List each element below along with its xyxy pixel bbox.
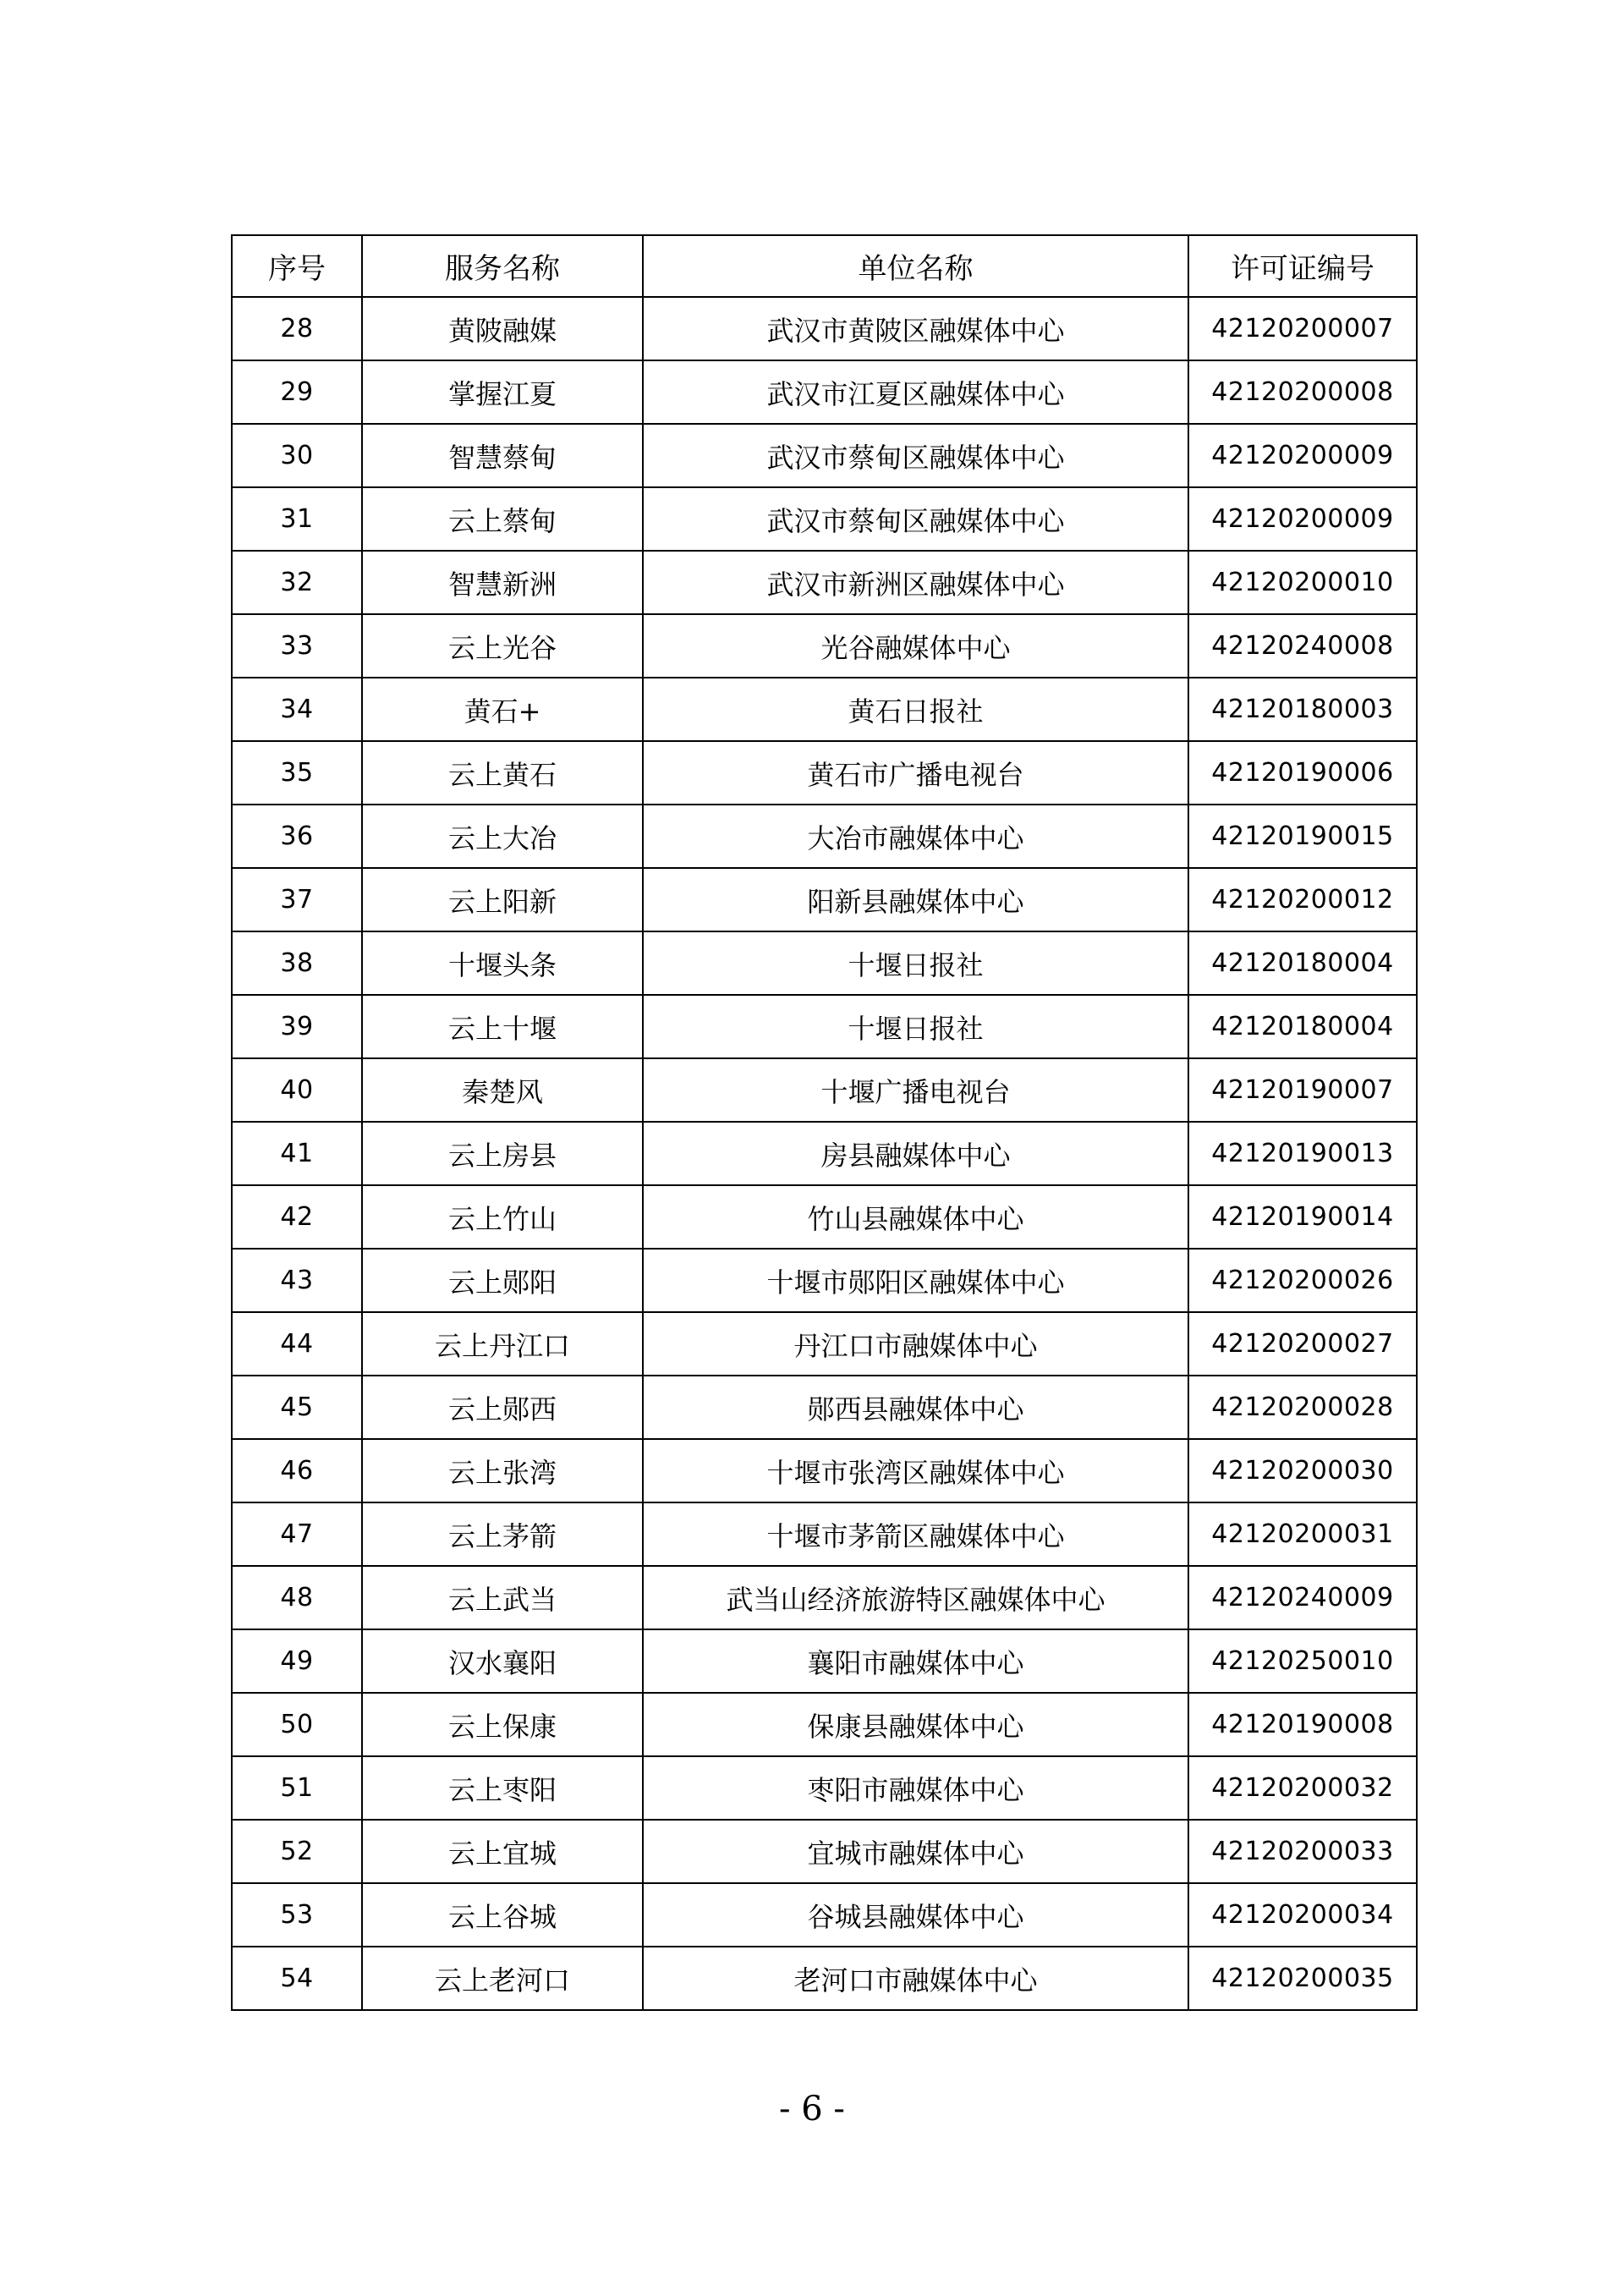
- table-row: [232, 297, 1417, 360]
- cell-organization-name: 武汉市江夏区融媒体中心: [643, 360, 1188, 424]
- cell-license-number: 42120200033: [1188, 1820, 1417, 1883]
- table-row: [232, 424, 1417, 487]
- table-row: [232, 487, 1417, 551]
- table-row: [232, 551, 1417, 614]
- cell-license-number: 42120180003: [1188, 678, 1417, 741]
- cell-organization-name: 宜城市融媒体中心: [643, 1820, 1188, 1883]
- cell-organization-name: 十堰市张湾区融媒体中心: [643, 1439, 1188, 1502]
- cell-license-number: 42120200009: [1188, 487, 1417, 551]
- cell-service-name: 云上老河口: [362, 1947, 643, 2010]
- table-row: [232, 1693, 1417, 1756]
- header-service-name: 服务名称: [362, 235, 643, 297]
- cell-organization-name: 十堰日报社: [643, 995, 1188, 1058]
- cell-organization-name: 武汉市蔡甸区融媒体中心: [643, 487, 1188, 551]
- table-row: [232, 931, 1417, 995]
- cell-service-name: 云上光谷: [362, 614, 643, 678]
- cell-serial-number: 54: [232, 1947, 362, 2010]
- cell-license-number: 42120200010: [1188, 551, 1417, 614]
- table-row: [232, 1629, 1417, 1693]
- cell-serial-number: 29: [232, 360, 362, 424]
- cell-serial-number: 51: [232, 1756, 362, 1820]
- table-header-row: [232, 235, 1417, 297]
- table-row: [232, 614, 1417, 678]
- cell-service-name: 云上谷城: [362, 1883, 643, 1947]
- cell-license-number: 42120180004: [1188, 995, 1417, 1058]
- header-organization-name: 单位名称: [643, 235, 1188, 297]
- cell-serial-number: 28: [232, 297, 362, 360]
- cell-license-number: 42120190006: [1188, 741, 1417, 805]
- cell-service-name: 黄陂融媒: [362, 297, 643, 360]
- page-number: - 6 -: [779, 2090, 845, 2128]
- cell-service-name: 掌握江夏: [362, 360, 643, 424]
- cell-service-name: 云上茅箭: [362, 1502, 643, 1566]
- cell-organization-name: 谷城县融媒体中心: [643, 1883, 1188, 1947]
- cell-service-name: 云上宜城: [362, 1820, 643, 1883]
- cell-organization-name: 十堰市郧阳区融媒体中心: [643, 1249, 1188, 1312]
- license-table-container: [231, 234, 1416, 2011]
- table-row: [232, 1820, 1417, 1883]
- cell-service-name: 云上丹江口: [362, 1312, 643, 1376]
- cell-organization-name: 老河口市融媒体中心: [643, 1947, 1188, 2010]
- cell-license-number: 42120190007: [1188, 1058, 1417, 1122]
- cell-organization-name: 武汉市蔡甸区融媒体中心: [643, 424, 1188, 487]
- cell-license-number: 42120190015: [1188, 805, 1417, 868]
- cell-service-name: 汉水襄阳: [362, 1629, 643, 1693]
- cell-serial-number: 33: [232, 614, 362, 678]
- cell-serial-number: 48: [232, 1566, 362, 1629]
- cell-organization-name: 襄阳市融媒体中心: [643, 1629, 1188, 1693]
- cell-serial-number: 45: [232, 1376, 362, 1439]
- cell-service-name: 智慧蔡甸: [362, 424, 643, 487]
- header-serial-number: 序号: [232, 235, 362, 297]
- cell-organization-name: 房县融媒体中心: [643, 1122, 1188, 1185]
- cell-serial-number: 42: [232, 1185, 362, 1249]
- cell-service-name: 云上黄石: [362, 741, 643, 805]
- cell-serial-number: 41: [232, 1122, 362, 1185]
- cell-serial-number: 50: [232, 1693, 362, 1756]
- table-row: [232, 741, 1417, 805]
- cell-license-number: 42120250010: [1188, 1629, 1417, 1693]
- cell-license-number: 42120180004: [1188, 931, 1417, 995]
- table-row: [232, 1502, 1417, 1566]
- cell-license-number: 42120200007: [1188, 297, 1417, 360]
- cell-serial-number: 35: [232, 741, 362, 805]
- cell-serial-number: 30: [232, 424, 362, 487]
- cell-license-number: 42120200012: [1188, 868, 1417, 931]
- cell-service-name: 云上郧西: [362, 1376, 643, 1439]
- cell-organization-name: 武当山经济旅游特区融媒体中心: [643, 1566, 1188, 1629]
- cell-organization-name: 光谷融媒体中心: [643, 614, 1188, 678]
- table-row: [232, 805, 1417, 868]
- cell-serial-number: 37: [232, 868, 362, 931]
- cell-organization-name: 武汉市黄陂区融媒体中心: [643, 297, 1188, 360]
- cell-license-number: 42120200028: [1188, 1376, 1417, 1439]
- cell-service-name: 云上枣阳: [362, 1756, 643, 1820]
- license-table: [231, 234, 1418, 2011]
- table-row: [232, 868, 1417, 931]
- cell-serial-number: 40: [232, 1058, 362, 1122]
- table-row: [232, 1883, 1417, 1947]
- cell-service-name: 云上蔡甸: [362, 487, 643, 551]
- table-row: [232, 1376, 1417, 1439]
- table-row: [232, 1566, 1417, 1629]
- cell-serial-number: 43: [232, 1249, 362, 1312]
- cell-service-name: 云上武当: [362, 1566, 643, 1629]
- cell-serial-number: 47: [232, 1502, 362, 1566]
- cell-organization-name: 郧西县融媒体中心: [643, 1376, 1188, 1439]
- table-row: [232, 1185, 1417, 1249]
- cell-service-name: 十堰头条: [362, 931, 643, 995]
- cell-license-number: 42120240009: [1188, 1566, 1417, 1629]
- cell-license-number: 42120190008: [1188, 1693, 1417, 1756]
- cell-organization-name: 枣阳市融媒体中心: [643, 1756, 1188, 1820]
- cell-service-name: 云上保康: [362, 1693, 643, 1756]
- cell-license-number: 42120200009: [1188, 424, 1417, 487]
- cell-service-name: 云上张湾: [362, 1439, 643, 1502]
- cell-serial-number: 34: [232, 678, 362, 741]
- cell-license-number: 42120200035: [1188, 1947, 1417, 2010]
- cell-license-number: 42120200027: [1188, 1312, 1417, 1376]
- cell-service-name: 云上十堰: [362, 995, 643, 1058]
- cell-license-number: 42120200026: [1188, 1249, 1417, 1312]
- cell-service-name: 云上郧阳: [362, 1249, 643, 1312]
- table-row: [232, 678, 1417, 741]
- cell-license-number: 42120200030: [1188, 1439, 1417, 1502]
- table-body: [232, 297, 1417, 2010]
- table-row: [232, 1439, 1417, 1502]
- cell-license-number: 42120200008: [1188, 360, 1417, 424]
- cell-organization-name: 竹山县融媒体中心: [643, 1185, 1188, 1249]
- cell-serial-number: 44: [232, 1312, 362, 1376]
- cell-license-number: 42120190013: [1188, 1122, 1417, 1185]
- cell-service-name: 云上房县: [362, 1122, 643, 1185]
- cell-organization-name: 阳新县融媒体中心: [643, 868, 1188, 931]
- cell-organization-name: 十堰日报社: [643, 931, 1188, 995]
- cell-serial-number: 52: [232, 1820, 362, 1883]
- table-row: [232, 360, 1417, 424]
- table-row: [232, 1058, 1417, 1122]
- table-row: [232, 1756, 1417, 1820]
- cell-organization-name: 十堰广播电视台: [643, 1058, 1188, 1122]
- cell-organization-name: 武汉市新洲区融媒体中心: [643, 551, 1188, 614]
- cell-license-number: 42120200034: [1188, 1883, 1417, 1947]
- cell-serial-number: 39: [232, 995, 362, 1058]
- cell-service-name: 黄石+: [362, 678, 643, 741]
- cell-serial-number: 46: [232, 1439, 362, 1502]
- cell-license-number: 42120240008: [1188, 614, 1417, 678]
- table-row: [232, 995, 1417, 1058]
- cell-organization-name: 十堰市茅箭区融媒体中心: [643, 1502, 1188, 1566]
- cell-service-name: 智慧新洲: [362, 551, 643, 614]
- cell-organization-name: 保康县融媒体中心: [643, 1693, 1188, 1756]
- cell-organization-name: 丹江口市融媒体中心: [643, 1312, 1188, 1376]
- cell-service-name: 秦楚风: [362, 1058, 643, 1122]
- table-row: [232, 1947, 1417, 2010]
- table-row: [232, 1122, 1417, 1185]
- cell-service-name: 云上阳新: [362, 868, 643, 931]
- table-row: [232, 1249, 1417, 1312]
- table-row: [232, 1312, 1417, 1376]
- cell-serial-number: 36: [232, 805, 362, 868]
- cell-serial-number: 49: [232, 1629, 362, 1693]
- cell-serial-number: 53: [232, 1883, 362, 1947]
- cell-license-number: 42120190014: [1188, 1185, 1417, 1249]
- cell-serial-number: 32: [232, 551, 362, 614]
- cell-organization-name: 大冶市融媒体中心: [643, 805, 1188, 868]
- cell-license-number: 42120200032: [1188, 1756, 1417, 1820]
- cell-serial-number: 31: [232, 487, 362, 551]
- cell-service-name: 云上大冶: [362, 805, 643, 868]
- cell-serial-number: 38: [232, 931, 362, 995]
- header-license-number: 许可证编号: [1188, 235, 1417, 297]
- cell-organization-name: 黄石日报社: [643, 678, 1188, 741]
- cell-license-number: 42120200031: [1188, 1502, 1417, 1566]
- cell-service-name: 云上竹山: [362, 1185, 643, 1249]
- cell-organization-name: 黄石市广播电视台: [643, 741, 1188, 805]
